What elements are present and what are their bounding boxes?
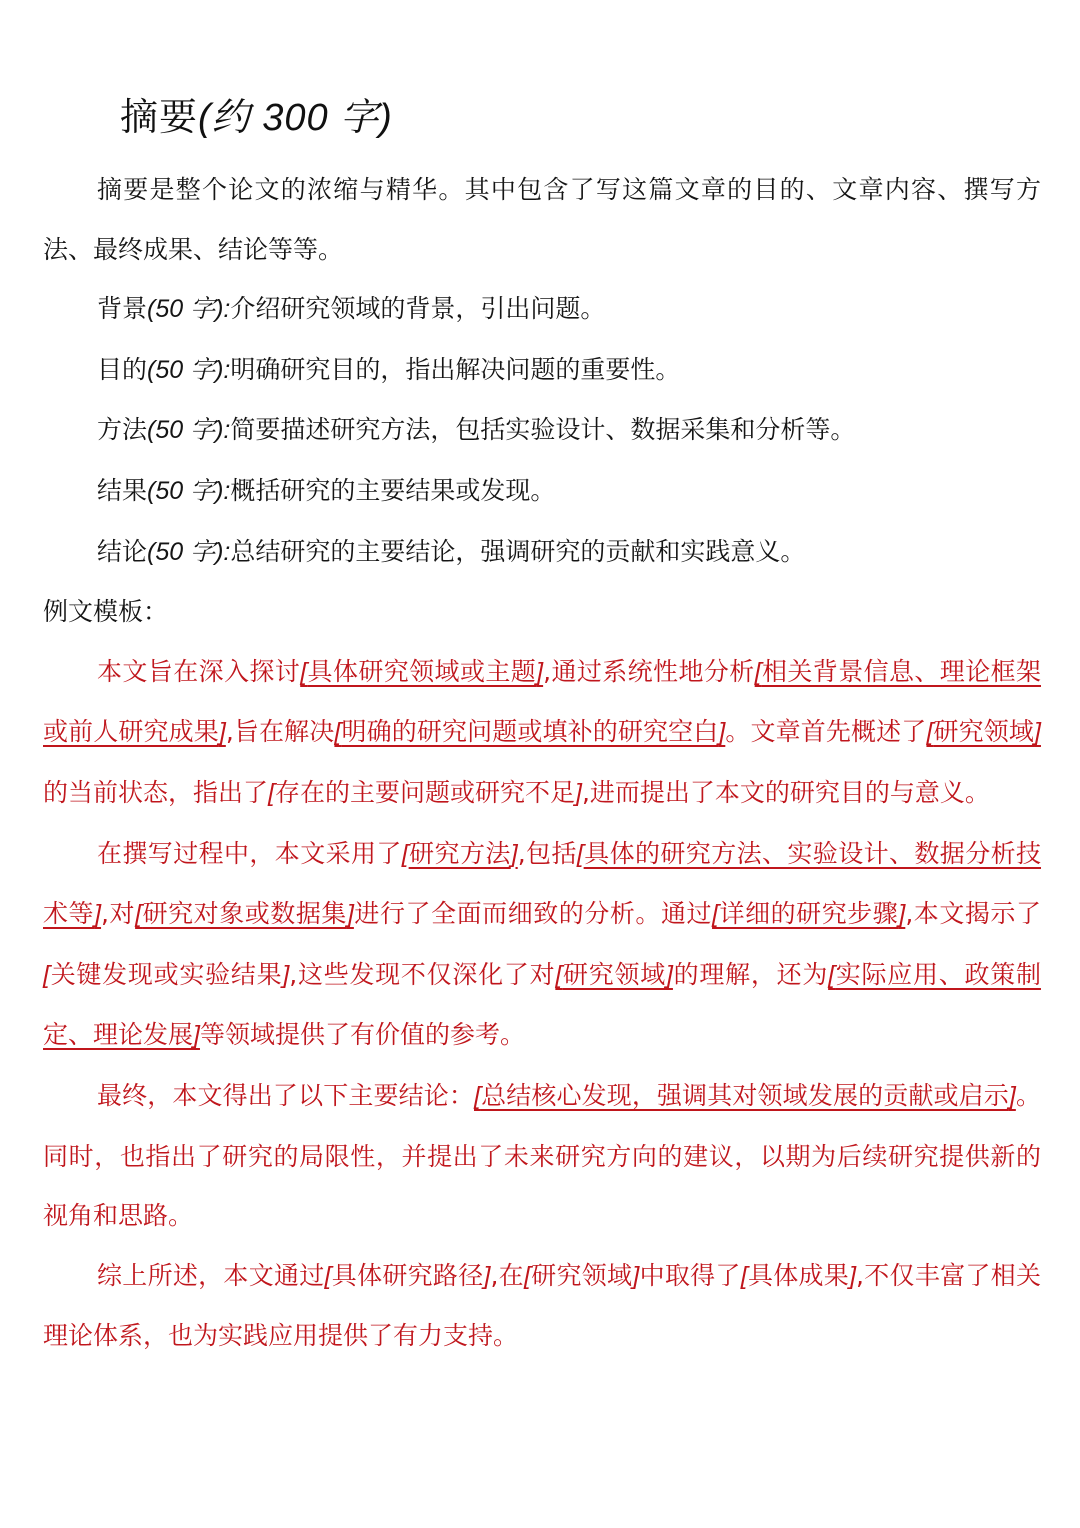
text: 本文旨在深入探讨 (97, 656, 301, 686)
placeholder: [明确的研究问题或填补的研究空白] (334, 717, 726, 747)
placeholder: [具体研究领域或主题] (300, 656, 544, 686)
placeholder: [关键发现或实验结果] (43, 959, 290, 989)
text: ,通过系统性地分析 (543, 656, 755, 686)
section-count: (50 字): (147, 295, 231, 324)
section-count: (50 字): (147, 537, 231, 566)
placeholder: [总结核心发现，强调其对领域发展的贡献或启示] (474, 1080, 1016, 1110)
text: 最终，本文得出了以下主要结论： (97, 1080, 474, 1110)
text: ,包括 (517, 838, 577, 868)
section-conclusion (97, 522, 1041, 583)
section-count: (50 字): (147, 355, 231, 384)
page-title (120, 86, 393, 141)
section-desc: 明确研究目的，指出解决问题的重要性。 (230, 354, 681, 384)
placeholder: [具体成果] (740, 1260, 857, 1290)
text: ,在 (490, 1260, 524, 1290)
placeholder: [研究领域] (555, 959, 673, 989)
title-main: 摘要 (120, 95, 199, 139)
section-desc: 介绍研究领域的背景，引出问题。 (230, 294, 606, 324)
placeholder: [研究对象或数据集] (135, 899, 354, 929)
section-count: (50 字): (147, 476, 231, 505)
text: 综上所述，本文通过 (97, 1260, 325, 1290)
text: 在撰写过程中，本文采用了 (97, 838, 402, 868)
text: ,进而提出了本文的研究目的与意义。 (581, 777, 990, 807)
placeholder: [存在的主要问题或研究不足] (268, 777, 582, 807)
template-paragraph-3 (43, 1066, 1041, 1246)
text: ,旨在解决 (225, 717, 335, 747)
section-desc: 简要描述研究方法，包括实验设计、数据采集和分析等。 (230, 415, 856, 445)
title-word-count: (约 300 字) (198, 97, 393, 139)
section-method (97, 400, 1041, 461)
template-paragraph-4 (43, 1246, 1041, 1366)
section-results (97, 461, 1041, 522)
section-label: 结果 (97, 475, 148, 505)
template-paragraph-2 (43, 824, 1041, 1066)
section-label: 背景 (97, 294, 148, 324)
text: ,对 (101, 899, 136, 929)
text: 。同时，也指出了研究的局限性，并提出了未来研究方向的建议，以期为后续研究提供新的视角和思路。 (43, 1080, 1041, 1231)
template-heading: 例文模板： (43, 597, 169, 627)
placeholder: [研究领域] (523, 1260, 640, 1290)
section-label: 方法 (97, 415, 148, 445)
section-background (97, 279, 1041, 340)
section-purpose (97, 340, 1041, 401)
text: 的理解，还为 (672, 959, 829, 989)
placeholder: [具体的研究方法、实验设计、数据分析技术等] (43, 838, 1041, 929)
text: 中取得了 (639, 1260, 741, 1290)
placeholder: [实际应用、政策制定、理论发展] (43, 959, 1041, 1050)
section-count: (50 字): (147, 416, 231, 445)
placeholder: [具体研究路径] (324, 1260, 491, 1290)
placeholder: [相关背景信息、理论框架或前人研究成果] (43, 656, 1041, 747)
text: ,本文揭示了 (905, 899, 1041, 929)
placeholder: [详细的研究步骤] (712, 899, 906, 929)
document-body (43, 160, 1041, 1366)
section-label: 结论 (97, 536, 148, 566)
text: 进行了全面而细致的分析。通过 (353, 899, 713, 929)
placeholder: [研究领域] (926, 717, 1041, 747)
placeholder: [研究方法] (401, 838, 518, 868)
text: 。文章首先概述了 (725, 717, 927, 747)
text: ,不仅丰富了相关理论体系，也为实践应用提供了有力支持。 (43, 1260, 1041, 1351)
template-paragraph-1 (43, 642, 1041, 824)
text: 等领域提供了有价值的参考。 (199, 1020, 525, 1050)
text: ,这些发现不仅深化了对 (289, 959, 556, 989)
section-desc: 概括研究的主要结果或发现。 (230, 475, 556, 505)
text: 的当前状态，指出了 (43, 777, 269, 807)
intro-paragraph: 摘要是整个论文的浓缩与精华。其中包含了写这篇文章的目的、文章内容、撰写方法、最终成果、结论等等。 (43, 175, 1041, 264)
section-label: 目的 (97, 354, 148, 384)
section-desc: 总结研究的主要结论，强调研究的贡献和实践意义。 (230, 536, 806, 566)
